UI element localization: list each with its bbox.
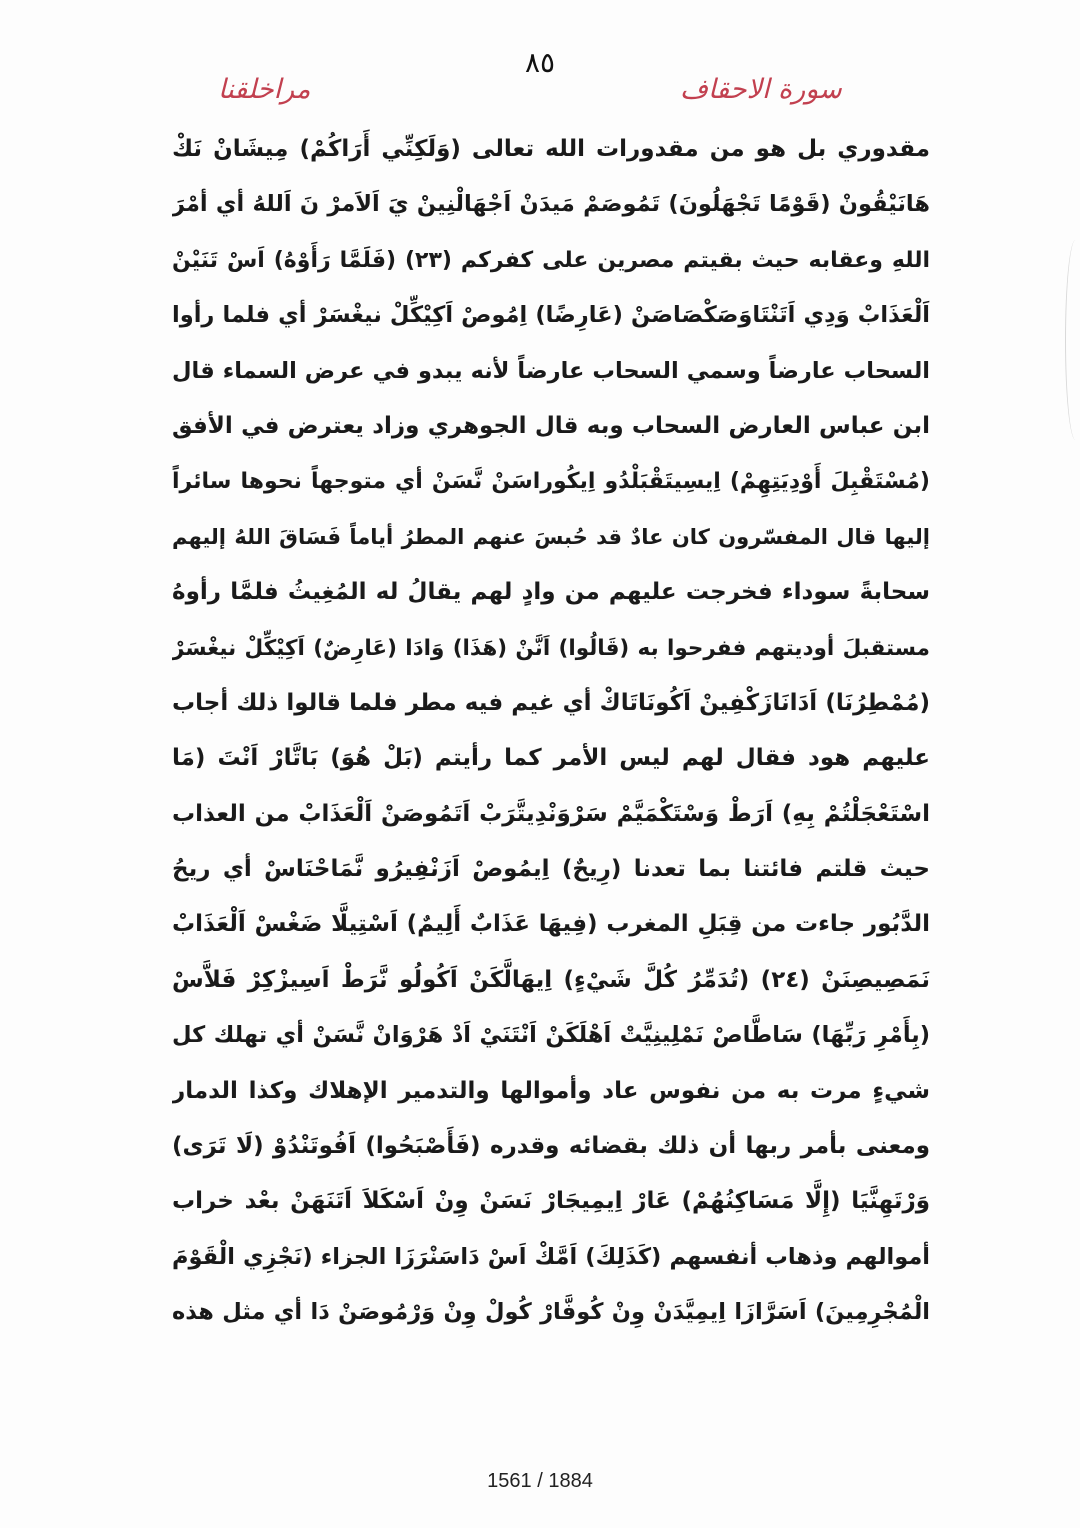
text-line: هَانَيْقُونْ (قَوْمًا تَجْهَلُونَ) تَمُوصَمْ مَيدَنْ اَجْهَالْنِينْ يَ اَلاَمرْ نَ اَللهُ أي أمْرَ <box>172 191 930 218</box>
text-line: إليها قال المفسّرون كان عادٌ قد حُبسَ عنهم المطرُ أياماً فَسَاقَ اللهُ إليهم <box>172 524 930 549</box>
text-line: حيث قلتم فائتنا بما تعدنا (رِيحٌ) اِيمُوصْ اَزَنْفِيرُو نَّمَاحْنَاسْ أي ريحُ <box>172 856 930 883</box>
text-line: (بِأَمْرِ رَبِّهَا) سَاطَّاصْ نَمْلِينِيَّتْ اَهْلَكَنْ اَنْتَنَيْ اَدْ هَرْوَانْ نَّسَنْ أي تهلك كل <box>172 1022 930 1049</box>
page-number: ٨٥ <box>524 46 556 79</box>
handwritten-note-left: مراخلقنا <box>218 74 311 105</box>
text-line: ومعنى بأمر ربها أن ذلك بقضائه وقدره (فَأَصْبَحُوا) اَفُوتَنْدُوْ (لَا تَرَى) <box>172 1133 930 1160</box>
text-line: مقدوري بل هو من مقدورات الله تعالى (وَلَكِنِّي أَرَاكُمْ) مِيشَانْ نَكْ <box>172 136 930 162</box>
text-line: أموالهم وذهاب أنفسهم (كَذَلِكَ) اَمَّكْ اَسْ دَاسَنْرَزَا الجزاء (نَجْزِي الْقَوْمَ <box>172 1243 930 1270</box>
text-line: اَلْعَذَابْ وَدِي اَتَنْتَاوَصَكْصَاصَنْ (عَارِضًا) اِمُوصْ اَكِيْكِّلْ نيغْسَرْ أي فلما رأوا <box>172 302 930 329</box>
text-line: نَمَصِيصِنَنْ (٢٤) (تُدَمِّرُ كُلَّ شَيْءٍ) اِيهَالَّكَنْ اَكُولُو نَّرَطْ اَسِيزْكِرْ فَلاَّسْ <box>172 966 930 993</box>
text-line: مستقبلَ أوديتهم ففرحوا به (قَالُوا) اَنَّنْ (هَذَا) وَادَا (عَارِضٌ) اَكِيْكِّلْ نيغْسَرْ <box>172 635 930 661</box>
text-line: ابن عباس العارض السحاب وبه قال الجوهري وزاد يعترض في الأفق <box>172 412 930 439</box>
body-text <box>172 122 930 1341</box>
text-line: الدَّبُور جاءت من قِبَلِ المغرب (فِيهَا عَذَابٌ أَلِيمٌ) اَسْتِيلَّا ضَغْسْ اَلْعَذَابْ <box>172 911 930 938</box>
text-line: (مُمْطِرُنَا) اَدَانَازَكْفِينْ اَكُونَاتَاكْ أي غيم فيه مطر فلما قالوا ذلك أجاب <box>172 689 930 716</box>
text-line: شيءٍ مرت به من نفوس عاد وأموالها والتدمير الإهلاك وكذا الدمار <box>172 1077 930 1104</box>
text-line: اسْتَعْجَلْتُمْ بِهِ) اَرَطْ وَسْتَكْمَيَّمْ سَرْوَنْدِيتَّرَبْ اَتَمُوصَنْ اَلْعَذَابْ من العذاب <box>172 800 930 827</box>
text-line: عليهم هود فقال لهم ليس الأمر كما رأيتم (بَلْ هُوَ) بَاتَّارْ اَنْتَ (مَا <box>172 745 930 772</box>
text-line: سحابةً سوداء فخرجت عليهم من وادٍ لهم يقالُ له المُغِيثُ فلمَّا رأوهُ <box>172 579 930 606</box>
text-line: السحاب عارضاً وسمي السحاب عارضاً لأنه يبدو في عرض السماء قال <box>172 357 930 384</box>
text-line: (مُسْتَقْبِلَ أَوْدِيَتِهِمْ) اِيسِيتَقْبَلْدُو اِيكُوراسَنْ نَّسَنْ أي متوجهاً نحوها سائراً <box>172 469 930 495</box>
paper-edge-mark <box>1065 240 1080 440</box>
handwritten-note-right: سورة الاحقاف <box>680 74 842 105</box>
page-counter: 1561 / 1884 <box>487 1470 593 1492</box>
text-line: وَرْتَهِنَّيَا (إِلَّا مَسَاكِنُهُمْ) عَارْ اِيمِيجَارْ نَسَنْ وِنْ اَسْكَلاَ اَتَنَهَنْ بعْد خراب <box>172 1188 930 1215</box>
text-line: اللهِ وعقابه حيث بقيتم مصرين على كفركم (٢٣) (فَلَمَّا رَأَوْهُ) اَسْ تَنَيْنْ <box>172 247 930 273</box>
text-line: الْمُجْرِمِينَ) اَسَرَّازَا اِيمِيَّدَنْ وِنْ كُوفَّارْ كُولْ وِنْ وَرْمُوصَنْ دَا أي مثل هذه <box>172 1299 930 1326</box>
